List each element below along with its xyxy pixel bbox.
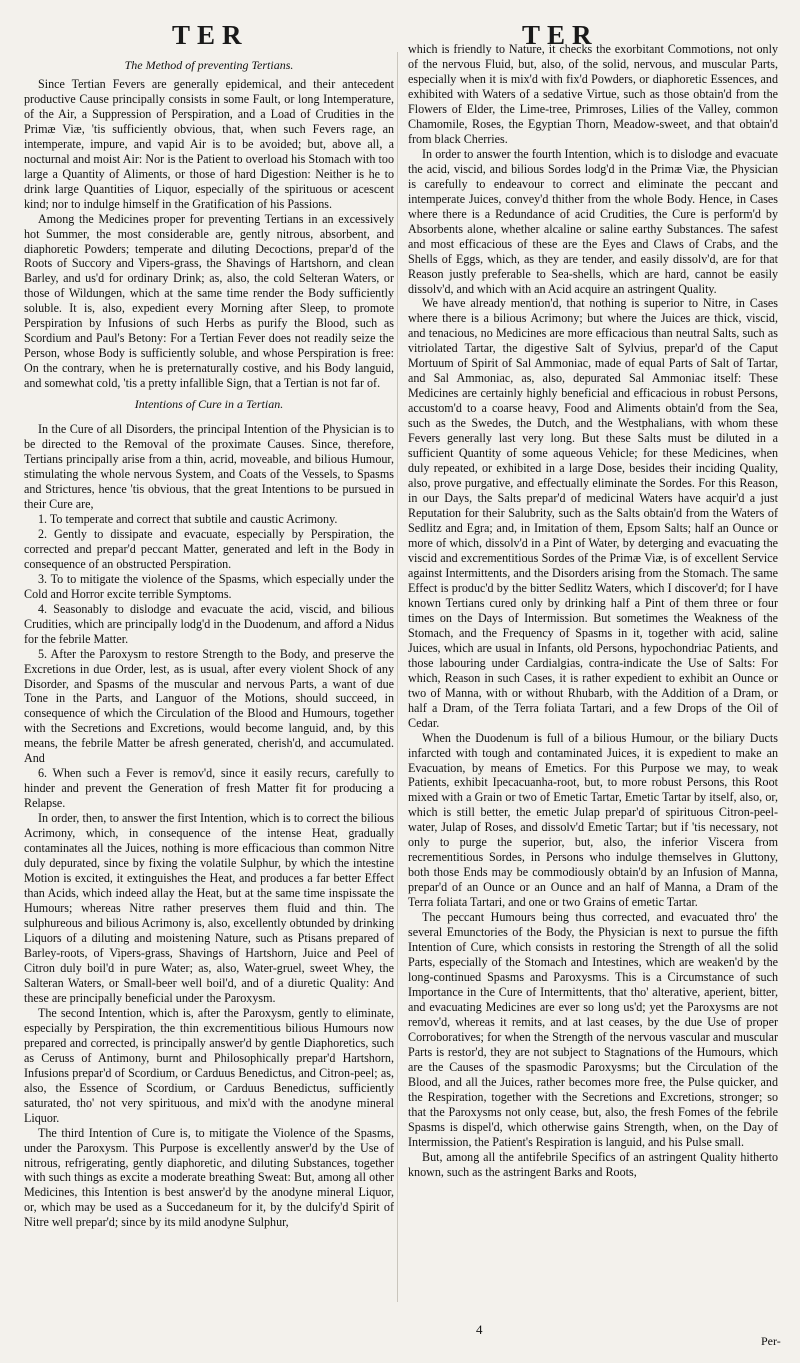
left-column: [24, 56, 394, 1230]
continued-paragraph: which is friendly to Nature, it checks the exorbitant Commotions, not only of the nervous Fluid, but, also, of the solid, nervous, and muscular Parts, especially when it is mix'd with fix'd Powders, or diaphoretic Essences, and exhibited with Waters of a sedative Virtue, such as those obtain'd from the Flowers of Elder, the Lime-tree, Primroses, Lilies of the Valley, common Chamomile, Roses, the Egyptian Thorn, Meadow-sweet, and that obtain'd from black Cherries.: [408, 42, 778, 146]
column-divider: [397, 52, 398, 1302]
catchword: Per-: [761, 1334, 781, 1348]
page-number: 4: [476, 1322, 483, 1337]
numbered-intention: 5. After the Paroxysm to restore Strength to the Body, and preserve the Excretions in due Order, lest, as is usual, after every violent Shock of any Disorder, and Spasms of the muscular and nervous Parts, a want of due Tone in the Parts, and Languor of the Motions, should succeed, in consequence of which the Circulation of the Blood and Humours, together with the Secretions and Excretions, would become languid, and, by this means, the febrile Matter be afresh generated, cherish'd, and accumulated. And: [24, 646, 394, 766]
section-title: The Method of preventing Tertians.: [124, 58, 294, 72]
paragraph: We have already mention'd, that nothing is superior to Nitre, in Cases where there is a bilious Acrimony; but where the Juices are thick, viscid, and tenacious, no Medicines are more efficacious than neutral Salts, such as vitriolated Tartar, the digestive Salt of Sylvius, prepar'd of the Caput Mortuum of Spirit of Sal Ammoniac, made of equal Parts of Salt of Tartar, and Sal Ammoniac, as, also, depurated Sal Ammoniac itself: These Medicines are certainly highly beneficial and efficacious in robust Persons, accustom'd to a coarse heavy, Food and Aliments obtain'd from the Sea, such as the Swedes, the Dutch, and the Westphalians, with whom these Fevers generally last very long. But these Salts must be diluted in a sufficient Quantity of some aqueous Vehicle; for these Medicines, when duly repeated, or exhibited in a large Dose, besides their inciding Quality, also, prove purgative, and effectually eliminate the Sordes. For this Reason, in our Days, the Salts prepar'd of medicinal Waters have acquir'd a just Reputation for their Salubrity, such as the Salts obtain'd from the Waters of Sedlitz and Egra; and, in Imitation of them, Epsom Salts; half an Ounce or more of which, dissolv'd in a Pint of Water, by deterging and evacuating the viscid and excrementitious Sordes of the Primæ Viæ, is of excellent Service against Intermittents, and the Disorders arising from the Stomach. The same Effect is produc'd by the bitter Sedlitz Waters, which I discover'd; for I have known Tertians cured only by drinking half a Pint of them three or four times on the Days of Intermission. But sometimes the Weakness of the Stomach, and the Frequency of Spasms in it, together with acid, saline Juices, which are usual in Infants, old Persons, hypochondriac Patients, and those labouring under Cardialgias, contra-indicate the Use of Salts: For which, Reason in such Cases, it is rather expedient to exhibit an Ounce or two of Manna, with or without Rhubarb, with the Addition of a Dram, or half a Dram, of the Terra foliata Tartari, and a few Drops of the Oil of Cedar.: [408, 296, 778, 730]
running-head-left: TER: [172, 20, 249, 50]
paragraph: The second Intention, which is, after the Paroxysm, gently to eliminate, especially by Perspiration, the thin excrementitious bilious Humours now prepared and corrected, is principally answer'd by gentle Diaphoretics, such as Ceruss of Antimony, burnt and Philosophically prepar'd Hartshorn, Infusions prepar'd of Scordium, or Carduus Benedictus, and Citron-peel; as, also, the Essence of Scordium, or Carduus Benedictus, sufficiently saturated, tho' not very spirituous, and mix'd with the anodyne mineral Liquor.: [24, 1005, 394, 1125]
numbered-intention: 1. To temperate and correct that subtile and caustic Acrimony.: [38, 511, 338, 526]
paragraph: Among the Medicines proper for preventing Tertians in an excessively hot Summer, the most considerable are, gently nitrous, absorbent, and diaphoretic Powders; temperate and diluting Decoctions, prepar'd of the Roots of Succory and Vipers-grass, the Shavings of Hartshorn, and clean Barley, and us'd for ordinary Drink; as, also, the cold Selteran Waters, or those of Wildungen, which at the same time render the Body sufficiently soluble. It is, also, expedient every Morning after Sleep, to promote Perspiration by Infusions of such Herbs as purify the Blood, such as Scordium and Paul's Betony: For a Tertian Fever does not readily seize the Person, whose Body is sufficiently soluble, and whose Perspiration is free: On the contrary, when he is preternaturally costive, and his Body languid, and somewhat cold, 'tis a pretty infallible Sign, that a Tertian is not far of.: [24, 211, 394, 391]
paragraph: Since Tertian Fevers are generally epidemical, and their antecedent productive Cause principally consists in some Fault, or long Intemperature, of the Air, a Suppression of Perspiration, and a Load of Crudities in the Primæ Viæ, 'tis sufficiently obvious, that, when such Fevers rage, an intemperate, impure, and vapid Air is to be avoided; but, above all, a nocturnal and moist Air: Nor is the Patient to overload his Stomach with too large a Quantity of Aliments, or those of hard Digestion: Neither is he to drink large Quantities of Liquor, especially of the spirituous or acescent kind; nor to indulge himself in the Gratification of his Passions.: [24, 76, 394, 211]
numbered-intention: 3. To to mitigate the violence of the Spasms, which especially under the Cold and Horror excite terrible Symptoms.: [24, 571, 394, 601]
paragraph: The peccant Humours being thus corrected, and evacuated thro' the several Emunctories of the Body, the Physician is next to pursue the fifth Intention of Cure, which consists in restoring the Strength of all the solid Parts, especially of the Stomach and Intestines, which are weaken'd by the long-continued Spasms and Paroxysms. This is a Circumstance of such Importance in the Cure of Intermittents, that tho' alterative, aperient, bitter, and evacuating Medicines are ever so long us'd; yet the Paroxysms are not remov'd, whereas it remits, and at last ceases, by the due Use of proper Corroboratives; for when the Strength of the nervous vascular and muscular Parts is restor'd, they are not subject to Stagnations of the Humours, which are the Causes of the spasmodic Paroxysms; but the Circulation of the Blood, and all the Juices, rather becomes more free, the Pulse quicker, and the Respiration, together with the Secretions and Excretions, stronger; so that the Paroxysms not only cease, but, also, the fresh Fomes of the febrile Spasms is dispel'd, which otherwise gains Strength, when, on the Day of Intermission, the Patient's Respiration is languid, and his Pulse small.: [408, 910, 778, 1149]
right-column: [408, 42, 778, 1180]
paragraph: The third Intention of Cure is, to mitigate the Violence of the Spasms, under the Paroxysm. This Purpose is excellently answer'd by the Use of nitrous, refrigerating, gently diaphoretic, and diluting Substances, together with such things as excite a moderate breathing Sweat: But, among all other Medicines, this Intention is best answer'd by the anodyne mineral Liquor, or, which may be used as a Succedaneum for it, by the dulcify'd Spirit of Nitre well prepar'd; since by its mild anodyne Sulphur,: [24, 1125, 394, 1230]
section-title: Intentions of Cure in a Tertian.: [134, 397, 284, 412]
numbered-intention: 2. Gently to dissipate and evacuate, especially by Perspiration, the corrected and prepar'd peccant Matter, generated and left in the Body in consequence of an obstructed Perspiration.: [24, 526, 394, 571]
running-head-right: TER: [522, 20, 599, 50]
paragraph: In order, then, to answer the first Intention, which is to correct the bilious Acrimony, which, in consequence of the intense Heat, gradually contaminates all the Juices, nothing is more efficacious than common Nitre duly depurated, since by fixing the volatile Sulphur, by which the intestine Motion is excited, it extinguishes the Heat, and produces a far better Effect than Acids, which indeed allay the Heat, but at the same time inspissate the Humours; whereas Nitre rather preserves them fluid and thin. The sulphureous and bilious Acrimony is, also, excellently obtunded by drinking Liquors of a diluting and moistening Nature, such as Ptisans prepared of Barley-roots, of Vipers-grass, Shavings of Hartshorn, Juice and Peel of Citron duly boil'd in pure Water; as, also, Water-gruel, sweet Whey, the Salteran Waters, or Small-beer well boil'd, and of a diuretic Quality: And these are principally beneficial under the Paroxysm.: [24, 811, 394, 1005]
paragraph: But, among all the antifebrile Specifics of an astringent Quality hitherto known, such as the astringent Barks and Roots,: [408, 1149, 778, 1179]
numbered-intention: 6. When such a Fever is remov'd, since it easily recurs, carefully to hinder and prevent the Generation of fresh Matter fit for producing a Relapse.: [24, 766, 394, 811]
numbered-intention: 4. Seasonably to dislodge and evacuate the acid, viscid, and bilious Crudities, which are principally lodg'd in the Duodenum, and afford a Nidus for the febrile Matter.: [24, 601, 394, 646]
paragraph: In the Cure of all Disorders, the principal Intention of the Physician is to be directed to the Removal of the proximate Causes. Since, therefore, Tertians principally arise from a thin, acrid, moveable, and bilious Humour, stimulating the whole nervous System, and Coats of the Vessels, to Spasms and Strictures, hence 'tis obvious, that the great Intentions to be pursued in their Cure are,: [24, 422, 394, 511]
paragraph: When the Duodenum is full of a bilious Humour, or the biliary Ducts infarcted with tough and contaminated Juices, it is expedient to make an Evacuation, by means of Emetics. For this Purpose we may, to weak Patients, exhibit Ipecacuanha-root, but, to more robust Persons, this Root mixed with a Grain or two of Emetic Tartar, Emetic Tartar by itself, also, or, which is still better, the emetic Julap prepar'd of spirituous Citron-peel-water, Julap of Roses, and dissolv'd Emetic Tartar; but if 'tis necessary, not only to purge the superior, but, also, the inferior Viscera from recrementitious Sordes, in Persons who indulge themselves in Gluttony, both those Ends may be commodiously obtain'd by an Infusion of Manna, prepar'd of an Ounce or an Ounce and an half of Manna, a Dram of the Terra foliata Tartari, and one or two Grains of emetic Tartar.: [408, 730, 778, 910]
paragraph: In order to answer the fourth Intention, which is to dislodge and evacuate the acid, viscid, and bilious Sordes lodg'd in the Primæ Viæ, the Physician is carefully to endeavour to correct and eliminate the peccant and intemperate Juices, convey'd thither from the whole Body. Hence, in Cases where there is a Redundance of acid Crudities, the Cure is perform'd by Absorbents alone, whether alcaline or saline earthy Substances. The safest and most efficacious of these are the Eyes and Claws of Crabs, and the Shells of Eggs, which, as they are tender, and easily dissolv'd, are for that Reason justly preferable to Sea-shells, which are hard, cannot be easily dissolv'd, and which with an Acid acquire an astringent Quality.: [408, 146, 778, 296]
